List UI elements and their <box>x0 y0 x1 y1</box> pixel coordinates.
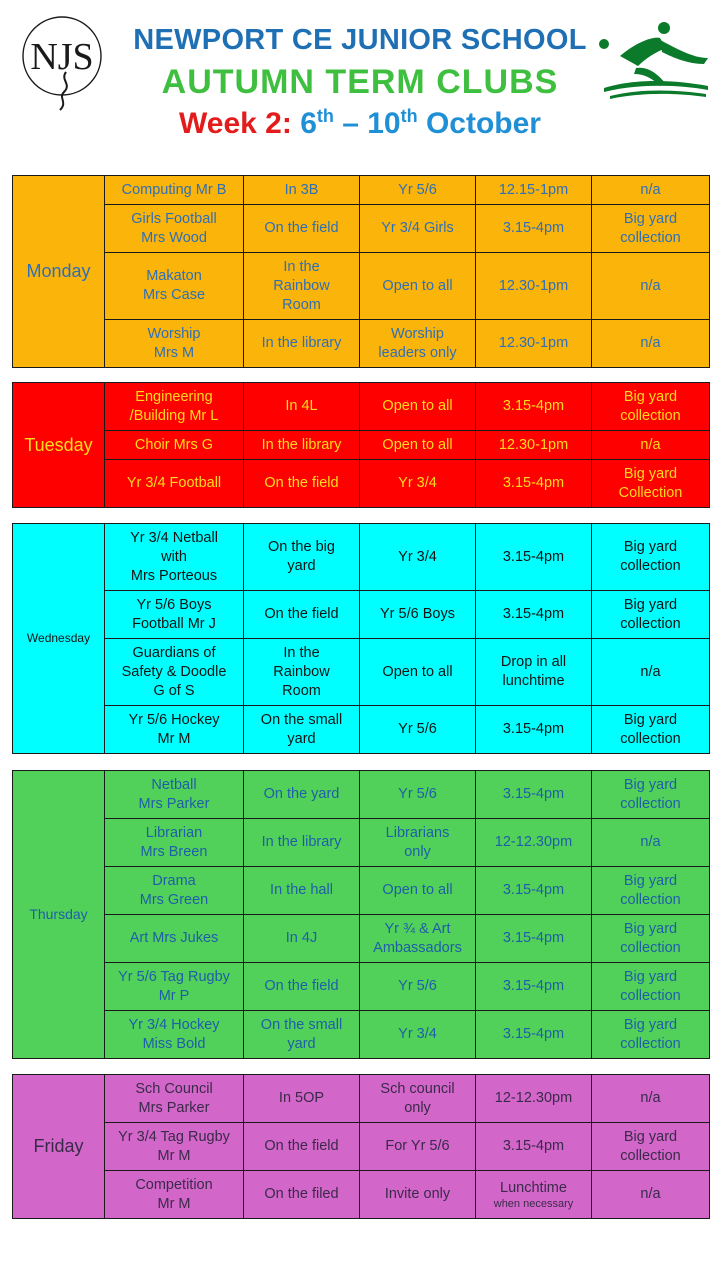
time-cell <box>476 963 592 1011</box>
time-text: 3.15-4pm <box>502 882 565 898</box>
club-name-cell <box>105 819 244 867</box>
collection-cell <box>592 706 710 754</box>
time-text: 3.15-4pm <box>502 606 565 622</box>
audience-cell <box>360 460 476 508</box>
audience-text: Yr 5/6 <box>398 721 437 737</box>
time-note: when necessary <box>493 1197 574 1210</box>
date-end-suffix: th <box>400 106 418 126</box>
audience-cell <box>360 253 476 320</box>
collection-cell <box>592 915 710 963</box>
club-name-cell <box>105 1075 244 1123</box>
club-name-text: Sch Council Mrs Parker <box>135 1080 213 1116</box>
table-row <box>13 867 710 915</box>
collection-text: Big yard collection <box>620 596 681 632</box>
location-cell <box>244 771 360 819</box>
location-text: In 5OP <box>278 1090 325 1106</box>
location-text: On the field <box>264 978 339 994</box>
time-cell <box>476 639 592 706</box>
club-name-text: Girls Football Mrs Wood <box>131 210 217 246</box>
date-month: October <box>417 107 541 140</box>
audience-cell <box>360 1123 476 1171</box>
time-cell <box>476 253 592 320</box>
audience-cell <box>360 524 476 591</box>
time-cell <box>476 205 592 253</box>
collection-text: n/a <box>640 436 661 453</box>
collection-text: Big yard Collection <box>618 465 683 501</box>
club-name-cell <box>105 460 244 508</box>
location-cell <box>244 253 360 320</box>
collection-text: n/a <box>640 834 661 850</box>
collection-text: Big yard collection <box>620 776 681 812</box>
club-name-cell <box>105 524 244 591</box>
audience-cell <box>360 706 476 754</box>
collection-text: Big yard collection <box>620 210 681 246</box>
day-label: Wednesday <box>13 524 105 754</box>
audience-text: Librarians only <box>385 824 450 860</box>
audience-text: Open to all <box>382 663 453 680</box>
club-name-text: Yr 3/4 Hockey Miss Bold <box>128 1016 220 1052</box>
audience-text: Yr 3/4 Girls <box>381 220 454 236</box>
club-name-text: Librarian Mrs Breen <box>140 824 208 860</box>
audience-cell <box>360 639 476 706</box>
week-label: Week 2: <box>179 107 292 140</box>
audience-cell <box>360 963 476 1011</box>
club-name-text: Worship Mrs M <box>147 325 201 361</box>
school-crest-icon <box>20 14 104 114</box>
audience-cell <box>360 819 476 867</box>
table-row <box>13 320 710 368</box>
location-cell <box>244 915 360 963</box>
audience-text: Yr ¾ & Art Ambassadors <box>373 920 462 956</box>
collection-cell <box>592 1011 710 1059</box>
time-text: 3.15-4pm <box>502 1026 565 1042</box>
time-cell <box>476 1123 592 1171</box>
table-row <box>13 963 710 1011</box>
audience-cell <box>360 915 476 963</box>
collection-text: Big yard collection <box>620 872 681 908</box>
audience-text: Yr 3/4 <box>398 548 437 565</box>
club-name-text: Engineering /Building Mr L <box>129 388 219 424</box>
club-name-cell <box>105 176 244 205</box>
table-row <box>13 176 710 205</box>
time-text: 12.30-1pm <box>498 277 569 294</box>
table-row <box>13 524 710 591</box>
club-name-text: Drama Mrs Green <box>139 872 209 908</box>
time-text: Drop in all lunchtime <box>500 654 567 689</box>
audience-cell <box>360 867 476 915</box>
page-header <box>0 0 720 160</box>
collection-text: n/a <box>640 277 661 294</box>
collection-text: Big yard collection <box>620 920 681 956</box>
location-text: In 4J <box>285 930 318 946</box>
location-text: In the Rainbow Room <box>273 644 330 699</box>
location-text: In the hall <box>270 882 333 898</box>
time-cell <box>476 1171 592 1219</box>
location-text: On the small yard <box>260 711 343 747</box>
audience-text: Yr 5/6 <box>398 978 437 994</box>
table-row <box>13 383 710 431</box>
time-cell <box>476 915 592 963</box>
club-name-text: Yr 5/6 Tag Rugby Mr P <box>118 968 230 1004</box>
club-name-cell <box>105 383 244 431</box>
club-name-cell <box>105 205 244 253</box>
table-row <box>13 253 710 320</box>
table-row <box>13 591 710 639</box>
collection-cell <box>592 963 710 1011</box>
time-text: 12-12.30pm <box>494 834 573 850</box>
date-start-suffix: th <box>316 106 334 126</box>
location-text: In 3B <box>284 181 319 198</box>
location-cell <box>244 524 360 591</box>
club-name-cell <box>105 320 244 368</box>
club-name-text: Yr 5/6 Hockey Mr M <box>128 711 220 747</box>
collection-cell <box>592 771 710 819</box>
time-text: 3.15-4pm <box>502 220 565 236</box>
collection-text: n/a <box>640 181 661 198</box>
club-name-cell <box>105 771 244 819</box>
day-label: Friday <box>13 1075 105 1219</box>
collection-cell <box>592 205 710 253</box>
location-text: On the field <box>264 475 339 491</box>
collection-cell <box>592 1171 710 1219</box>
club-name-cell <box>105 1011 244 1059</box>
time-text: 3.15-4pm <box>502 398 565 414</box>
week-title <box>110 106 610 141</box>
time-text: 12-12.30pm <box>494 1090 573 1106</box>
location-cell <box>244 205 360 253</box>
table-row <box>13 1123 710 1171</box>
club-name-cell <box>105 1123 244 1171</box>
audience-text: Yr 3/4 <box>398 1026 437 1042</box>
collection-cell <box>592 320 710 368</box>
collection-cell <box>592 819 710 867</box>
time-cell <box>476 1075 592 1123</box>
club-name-cell <box>105 1171 244 1219</box>
tuesday-table <box>12 382 710 508</box>
audience-cell <box>360 771 476 819</box>
week-dates <box>300 107 541 140</box>
time-cell <box>476 1011 592 1059</box>
collection-text: n/a <box>640 663 661 680</box>
table-row <box>13 706 710 754</box>
table-row <box>13 1075 710 1123</box>
date-separator: – 10 <box>333 107 401 140</box>
location-text: In 4L <box>285 398 318 414</box>
time-text: Lunchtime <box>500 1179 567 1196</box>
location-cell <box>244 431 360 460</box>
club-name-text: Yr 5/6 Boys Football Mr J <box>132 596 216 632</box>
thursday-table <box>12 770 710 1059</box>
day-label: Thursday <box>13 771 105 1059</box>
collection-text: Big yard collection <box>620 968 681 1004</box>
collection-cell <box>592 591 710 639</box>
audience-cell <box>360 1075 476 1123</box>
table-row <box>13 639 710 706</box>
collection-cell <box>592 639 710 706</box>
audience-text: Open to all <box>382 436 453 453</box>
location-cell <box>244 1011 360 1059</box>
location-cell <box>244 383 360 431</box>
audience-text: Yr 5/6 <box>398 786 437 802</box>
audience-text: For Yr 5/6 <box>385 1138 450 1154</box>
audience-text: Sch council only <box>380 1080 455 1116</box>
time-text: 3.15-4pm <box>502 1138 565 1154</box>
club-name-cell <box>105 706 244 754</box>
table-row <box>13 1011 710 1059</box>
audience-cell <box>360 176 476 205</box>
location-text: On the small yard <box>260 1016 343 1052</box>
audience-text: Yr 5/6 <box>398 181 437 198</box>
time-text: 12.15-1pm <box>498 181 569 198</box>
location-cell <box>244 963 360 1011</box>
club-name-text: Yr 3/4 Netball with Mrs Porteous <box>130 529 218 584</box>
audience-cell <box>360 431 476 460</box>
location-cell <box>244 819 360 867</box>
audience-text: Open to all <box>382 277 453 294</box>
club-name-text: Guardians of Safety & Doodle G of S <box>121 644 227 699</box>
time-text: 3.15-4pm <box>502 978 565 994</box>
collection-text: n/a <box>640 1186 661 1202</box>
location-cell <box>244 320 360 368</box>
location-cell <box>244 1075 360 1123</box>
friday-table <box>12 1074 710 1219</box>
collection-cell <box>592 1123 710 1171</box>
club-name-text: Art Mrs Jukes <box>129 930 219 946</box>
time-cell <box>476 176 592 205</box>
audience-cell <box>360 383 476 431</box>
table-row <box>13 431 710 460</box>
audience-text: Invite only <box>384 1186 451 1202</box>
audience-cell <box>360 205 476 253</box>
audience-text: Open to all <box>382 882 453 898</box>
table-row <box>13 819 710 867</box>
collection-text: Big yard collection <box>620 539 681 574</box>
location-text: On the big yard <box>268 539 335 574</box>
collection-text: n/a <box>640 1090 661 1106</box>
table-row <box>13 460 710 508</box>
time-text: 3.15-4pm <box>502 475 565 491</box>
location-text: On the field <box>264 220 339 236</box>
location-cell <box>244 176 360 205</box>
club-name-text: Choir Mrs G <box>134 436 214 453</box>
collection-text: Big yard collection <box>620 388 681 424</box>
table-row <box>13 771 710 819</box>
location-text: In the Rainbow Room <box>273 258 330 313</box>
wednesday-table <box>12 523 710 754</box>
location-text: On the filed <box>264 1186 339 1202</box>
crest-letters: NJS <box>30 36 94 78</box>
location-text: On the yard <box>263 786 340 802</box>
audience-text: Worship leaders only <box>378 325 457 361</box>
club-name-cell <box>105 915 244 963</box>
audience-cell <box>360 320 476 368</box>
collection-cell <box>592 383 710 431</box>
collection-cell <box>592 176 710 205</box>
location-text: In the library <box>261 834 342 850</box>
collection-text: n/a <box>640 335 661 351</box>
club-name-cell <box>105 253 244 320</box>
location-text: In the library <box>261 335 342 351</box>
day-label: Tuesday <box>13 383 105 508</box>
club-name-cell <box>105 963 244 1011</box>
location-cell <box>244 591 360 639</box>
location-text: In the library <box>261 436 342 453</box>
location-text: On the field <box>264 1138 339 1154</box>
time-cell <box>476 460 592 508</box>
time-cell <box>476 819 592 867</box>
collection-text: Big yard collection <box>620 1128 681 1164</box>
audience-cell <box>360 1171 476 1219</box>
audience-text: Open to all <box>382 398 453 414</box>
club-name-text: Yr 3/4 Tag Rugby Mr M <box>118 1128 230 1164</box>
time-text: 3.15-4pm <box>502 721 565 737</box>
monday-table <box>12 175 710 368</box>
time-cell <box>476 383 592 431</box>
time-text: 3.15-4pm <box>502 930 565 946</box>
time-cell <box>476 867 592 915</box>
collection-cell <box>592 431 710 460</box>
location-cell <box>244 639 360 706</box>
time-cell <box>476 706 592 754</box>
day-label: Monday <box>13 176 105 368</box>
location-cell <box>244 460 360 508</box>
club-name-cell <box>105 431 244 460</box>
club-name-cell <box>105 639 244 706</box>
time-cell <box>476 524 592 591</box>
location-cell <box>244 867 360 915</box>
collection-text: Big yard collection <box>620 711 681 747</box>
time-text: 3.15-4pm <box>502 786 565 802</box>
club-name-text: Yr 3/4 Football <box>126 475 222 491</box>
club-name-text: Computing Mr B <box>121 181 227 198</box>
audience-cell <box>360 591 476 639</box>
collection-cell <box>592 460 710 508</box>
location-cell <box>244 1123 360 1171</box>
club-name-text: Netball Mrs Parker <box>138 776 210 812</box>
collection-cell <box>592 524 710 591</box>
time-cell <box>476 320 592 368</box>
time-text: 12.30-1pm <box>498 335 569 351</box>
collection-text: Big yard collection <box>620 1016 681 1052</box>
club-name-cell <box>105 591 244 639</box>
collection-cell <box>592 1075 710 1123</box>
table-row <box>13 915 710 963</box>
date-start: 6 <box>300 107 317 140</box>
location-cell <box>244 1171 360 1219</box>
table-row <box>13 205 710 253</box>
audience-text: Yr 5/6 Boys <box>380 606 455 622</box>
term-title: AUTUMN TERM CLUBS <box>161 63 559 101</box>
time-cell <box>476 431 592 460</box>
time-text: 12.30-1pm <box>498 436 569 453</box>
audience-text: Yr 3/4 <box>398 475 437 491</box>
club-name-cell <box>105 867 244 915</box>
location-text: On the field <box>264 606 339 622</box>
club-name-text: Makaton Mrs Case <box>142 268 206 303</box>
audience-cell <box>360 1011 476 1059</box>
club-name-text: Competition Mr M <box>135 1176 213 1212</box>
school-name: NEWPORT CE JUNIOR SCHOOL <box>133 24 587 56</box>
time-text: 3.15-4pm <box>502 548 565 565</box>
location-cell <box>244 706 360 754</box>
collection-cell <box>592 867 710 915</box>
table-row <box>13 1171 710 1219</box>
sports-figure-logo-icon <box>596 18 712 100</box>
collection-cell <box>592 253 710 320</box>
time-cell <box>476 771 592 819</box>
time-cell <box>476 591 592 639</box>
